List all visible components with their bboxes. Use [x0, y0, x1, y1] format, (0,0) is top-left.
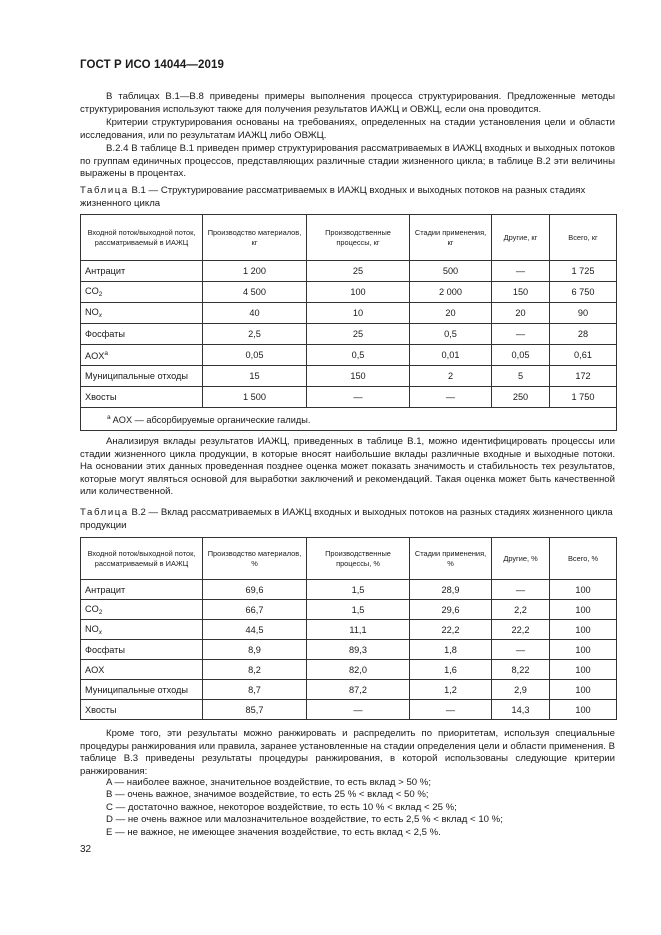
table1-header-cell: Производство материалов, кг — [203, 215, 307, 261]
value-cell: 44,5 — [203, 620, 307, 640]
table-row — [81, 303, 617, 324]
value-cell: 100 — [550, 700, 617, 720]
value-cell: 40 — [203, 303, 307, 324]
paragraph-methods: В таблицах В.1—В.8 приведены примеры выполнения процесса структурирования. Предложенные методы структурирования используют также для получения результатов ИАЖЦ и ОВЖЦ, если она проводится. — [80, 91, 615, 115]
table-row — [81, 387, 617, 408]
table1-footnote-row — [81, 408, 617, 431]
table-row — [81, 282, 617, 303]
flow-name-cell: Антрацит — [81, 580, 203, 600]
value-cell: 8,7 — [203, 680, 307, 700]
table-row — [81, 345, 617, 366]
table2-header-row — [81, 538, 617, 580]
value-cell: 8,2 — [203, 660, 307, 680]
value-cell: 28,9 — [410, 580, 492, 600]
value-cell: 1 500 — [203, 387, 307, 408]
flow-name-cell: $CO_2$ — [81, 282, 203, 303]
flow-name-cell: $CO_2$ — [81, 600, 203, 620]
value-cell: 1,8 — [410, 640, 492, 660]
value-cell: 0,05 — [203, 345, 307, 366]
value-cell: 2,2 — [492, 600, 550, 620]
value-cell: 25 — [307, 324, 410, 345]
list-item: B — очень важное, значимое воздействие, то есть 25 % < вклад < 50 %; — [106, 789, 429, 801]
value-cell: 150 — [492, 282, 550, 303]
table2-title — [80, 507, 620, 532]
value-cell: 5 — [492, 366, 550, 387]
table1-header-cell: Входной поток/выходной поток, рассматриваемый в ИАЖЦ — [81, 215, 203, 261]
list-item: D — не очень важное или малозначительное воздействие, то есть 2,5 % < вклад < 10 %; — [106, 814, 503, 826]
value-cell: 6 750 — [550, 282, 617, 303]
value-cell: 1 725 — [550, 261, 617, 282]
value-cell: 14,3 — [492, 700, 550, 720]
flow-name-cell: Хвосты — [81, 700, 203, 720]
value-cell: 29,6 — [410, 600, 492, 620]
table2-header-cell: Производственные процессы, % — [307, 538, 410, 580]
list-item: E — не важное, не имеющее значения воздействие, то есть вклад < 2,5 %. — [106, 826, 441, 838]
table2-header-cell: Входной поток/выходной поток, рассматриваемый в ИАЖЦ — [81, 538, 203, 580]
table1-header-row — [81, 215, 617, 261]
page-number: 32 — [80, 844, 92, 855]
paragraph-analysis: Анализируя вклады результатов ИАЖЦ, приведенных в таблице В.1, можно идентифицировать процессы или стадии жизненного цикла продукции, в которые вносят наибольшие вклады различные входные и выходные потоки. На основании этих данных проведенная позднее оценка может показать значимость и стабильность тех результатов, которые могут являться основой для выработки заключений и рекомендаций. Такая оценка может быть качественной или количественной. — [80, 436, 615, 498]
value-cell: 8,22 — [492, 660, 550, 680]
table-row — [81, 366, 617, 387]
table-row — [81, 600, 617, 620]
value-cell: — — [492, 640, 550, 660]
value-cell: 100 — [550, 620, 617, 640]
table-row — [81, 700, 617, 720]
value-cell: 100 — [550, 640, 617, 660]
table-row — [81, 660, 617, 680]
value-cell: 100 — [550, 660, 617, 680]
table-row — [81, 640, 617, 660]
table-row — [81, 261, 617, 282]
value-cell: 1,2 — [410, 680, 492, 700]
value-cell: 28 — [550, 324, 617, 345]
table2-title-text: В.2 — Вклад рассматриваемых в ИАЖЦ входных и выходных потоков на разных стадиях жизненного цикла продукции — [80, 507, 613, 531]
table1-header-cell: Другие, кг — [492, 215, 550, 261]
paragraph-criteria: Критерии структурирования основаны на требованиях, определенных на стадии установления цели и области исследования, или по результатам ИАЖЦ либо ОВЖЦ. — [80, 117, 615, 141]
flow-name-cell: Фосфаты — [81, 640, 203, 660]
value-cell: 20 — [492, 303, 550, 324]
value-cell: 1 200 — [203, 261, 307, 282]
ranking-criteria-list — [106, 777, 503, 839]
value-cell: 8,9 — [203, 640, 307, 660]
value-cell: 87,2 — [307, 680, 410, 700]
document-header: ГОСТ Р ИСО 14044—2019 — [80, 59, 225, 71]
flow-name-cell: Хвосты — [81, 387, 203, 408]
value-cell: 66,7 — [203, 600, 307, 620]
flow-name-cell: AOX — [81, 660, 203, 680]
table2 — [80, 537, 617, 720]
value-cell: 22,2 — [410, 620, 492, 640]
value-cell: — — [492, 261, 550, 282]
flow-name-cell: Муниципальные отходы — [81, 680, 203, 700]
flow-name-cell: $NO_x$ — [81, 303, 203, 324]
value-cell: 82,0 — [307, 660, 410, 680]
value-cell: 10 — [307, 303, 410, 324]
flow-name-cell: Фосфаты — [81, 324, 203, 345]
value-cell: 0,5 — [410, 324, 492, 345]
value-cell: 0,61 — [550, 345, 617, 366]
value-cell: 90 — [550, 303, 617, 324]
value-cell: 1,5 — [307, 580, 410, 600]
table1-footnote: $^a$ AOX — абсорбируемые органические галиды. — [81, 408, 617, 431]
flow-name-cell: AOX$^a$ — [81, 345, 203, 366]
value-cell: 250 — [492, 387, 550, 408]
value-cell: 1 750 — [550, 387, 617, 408]
value-cell: 20 — [410, 303, 492, 324]
value-cell: 2,9 — [492, 680, 550, 700]
value-cell: 2,5 — [203, 324, 307, 345]
value-cell: 100 — [550, 580, 617, 600]
value-cell: 2 000 — [410, 282, 492, 303]
value-cell: 1,6 — [410, 660, 492, 680]
flow-name-cell: $NO_x$ — [81, 620, 203, 640]
value-cell: — — [307, 387, 410, 408]
table2-header-cell: Производство материалов, % — [203, 538, 307, 580]
value-cell: 1,5 — [307, 600, 410, 620]
value-cell: — — [410, 700, 492, 720]
table-row — [81, 580, 617, 600]
value-cell: 25 — [307, 261, 410, 282]
value-cell: 500 — [410, 261, 492, 282]
table-row — [81, 680, 617, 700]
value-cell: — — [410, 387, 492, 408]
table1-header-cell: Стадии применения, кг — [410, 215, 492, 261]
table1-title-word: Таблица — [80, 185, 129, 196]
table1-header-cell: Всего, кг — [550, 215, 617, 261]
value-cell: 89,3 — [307, 640, 410, 660]
value-cell: — — [492, 324, 550, 345]
value-cell: 100 — [307, 282, 410, 303]
list-item: C — достаточно важное, некоторое воздействие, то есть 10 % < вклад < 25 %; — [106, 801, 457, 813]
table2-header-cell: Другие, % — [492, 538, 550, 580]
value-cell: 100 — [550, 680, 617, 700]
value-cell: 11,1 — [307, 620, 410, 640]
value-cell: 0,01 — [410, 345, 492, 366]
value-cell: 150 — [307, 366, 410, 387]
flow-name-cell: Муниципальные отходы — [81, 366, 203, 387]
paragraph-ranking: Кроме того, эти результаты можно ранжировать и распределить по приоритетам, используя специальные процедуры ранжирования или правила, заранее установленные на стадии определения цели и области применения. В таблице В.3 приведены результаты процедуры ранжирования, в которой использованы следующие критерии ранжирования: — [80, 728, 615, 777]
table-row — [81, 324, 617, 345]
value-cell: — — [307, 700, 410, 720]
table1-header-cell: Производственные процессы, кг — [307, 215, 410, 261]
value-cell: 15 — [203, 366, 307, 387]
paragraph-b24: В.2.4 В таблице В.1 приведен пример структурирования рассматриваемых в ИАЖЦ входных и выходных потоков по группам единичных процессов, представляющих различные стадии жизненного цикла; в таблице В.2 эти величины выражены в процентах. — [80, 143, 615, 180]
value-cell: — — [492, 580, 550, 600]
table1 — [80, 214, 617, 431]
flow-name-cell: Антрацит — [81, 261, 203, 282]
list-item: A — наиболее важное, значительное воздействие, то есть вклад > 50 %; — [106, 777, 431, 788]
table1-title — [80, 185, 620, 210]
value-cell: 69,6 — [203, 580, 307, 600]
value-cell: 85,7 — [203, 700, 307, 720]
value-cell: 100 — [550, 600, 617, 620]
table-row — [81, 620, 617, 640]
table2-header-cell: Стадии применения, % — [410, 538, 492, 580]
value-cell: 22,2 — [492, 620, 550, 640]
value-cell: 0,05 — [492, 345, 550, 366]
table2-header-cell: Всего, % — [550, 538, 617, 580]
value-cell: 172 — [550, 366, 617, 387]
value-cell: 2 — [410, 366, 492, 387]
value-cell: 0,5 — [307, 345, 410, 366]
table1-title-text: В.1 — Структурирование рассматриваемых в ИАЖЦ входных и выходных потоков на разных стадиях жизненного цикла — [80, 185, 586, 209]
value-cell: 4 500 — [203, 282, 307, 303]
table2-title-word: Таблица — [80, 507, 129, 518]
